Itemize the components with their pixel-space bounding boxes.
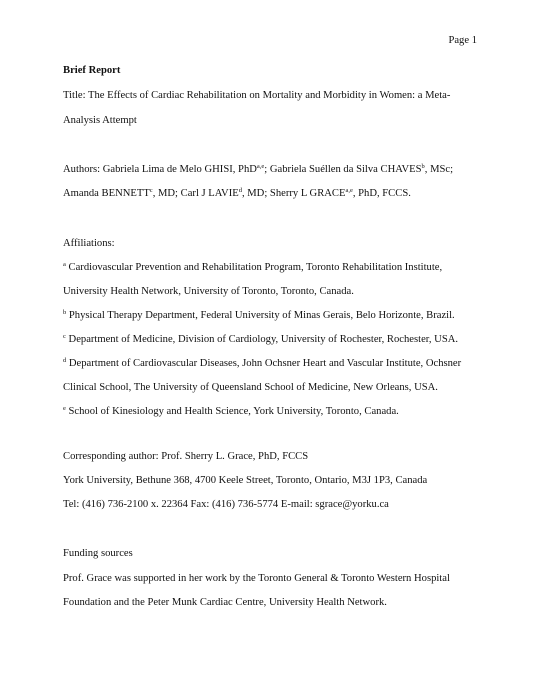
affiliation-b xyxy=(63,311,455,322)
authors-line-2 xyxy=(63,189,411,200)
affiliation-text: Department of Cardiovascular Diseases, John Ochsner Heart and Vascular Institute, Ochsner xyxy=(66,358,462,369)
affiliation-superscript: b xyxy=(421,163,425,170)
title-line-2: Analysis Attempt xyxy=(63,115,137,126)
funding-line-1: Prof. Grace was supported in her work by the Toronto General & Toronto Western Hospital xyxy=(63,573,450,584)
authors-text: , MD; Sherry L GRACE xyxy=(241,188,346,199)
funding-line-2: Foundation and the Peter Munk Cardiac Centre, University Health Network. xyxy=(63,597,387,608)
affiliation-superscript: a,e xyxy=(345,187,353,194)
affiliation-mark: d xyxy=(63,357,67,364)
affiliations-heading: Affiliations: xyxy=(63,238,115,249)
authors-text: Amanda BENNETT xyxy=(63,188,150,199)
affiliation-superscript: d xyxy=(238,187,242,194)
authors-text: , MD; Carl J LAVIE xyxy=(152,188,239,199)
affiliation-superscript: a,e xyxy=(256,163,265,170)
affiliation-text: Physical Therapy Department, Federal University of Minas Gerais, Belo Horizonte, Brazil. xyxy=(66,310,455,321)
report-type: Brief Report xyxy=(63,65,121,76)
page-number: Page 1 xyxy=(448,35,477,46)
funding-heading: Funding sources xyxy=(63,548,133,559)
authors-text: Authors: Gabriela Lima de Melo GHISI, PhD xyxy=(63,164,257,175)
affiliation-e xyxy=(63,407,399,418)
title-line-1: Title: The Effects of Cardiac Rehabilitation on Mortality and Morbidity in Women: a Meta- xyxy=(63,90,451,101)
authors-text: ; Gabriela Suéllen da Silva CHAVES xyxy=(264,164,422,175)
affiliation-text: Cardiovascular Prevention and Rehabilitation Program, Toronto Rehabilitation Institute, xyxy=(65,262,443,273)
affiliation-mark: a xyxy=(63,261,66,268)
affiliation-mark: e xyxy=(63,405,66,412)
affiliation-d-line-2: Clinical School, The University of Queensland School of Medicine, New Orleans, USA. xyxy=(63,382,438,393)
authors-text: , MSc; xyxy=(424,164,454,175)
affiliation-a-line-1 xyxy=(63,263,442,274)
affiliation-a-line-2: University Health Network, University of Toronto, Toronto, Canada. xyxy=(63,286,354,297)
corresponding-contact: Tel: (416) 736-2100 x. 22364 Fax: (416) 736-5774 E-mail: sgrace@yorku.ca xyxy=(63,499,389,510)
authors-text: , PhD, FCCS. xyxy=(352,188,411,199)
affiliation-text: Department of Medicine, Division of Cardiology, University of Rochester, Rochester, USA. xyxy=(65,334,459,345)
affiliation-c xyxy=(63,335,458,346)
affiliation-text: School of Kinesiology and Health Science, York University, Toronto, Canada. xyxy=(65,406,399,417)
corresponding-author: Corresponding author: Prof. Sherry L. Grace, PhD, FCCS xyxy=(63,451,309,462)
affiliation-mark: b xyxy=(63,309,67,316)
authors-line-1 xyxy=(63,165,453,176)
affiliation-superscript: c xyxy=(149,187,153,194)
affiliation-d-line-1 xyxy=(63,359,461,370)
corresponding-address: York University, Bethune 368, 4700 Keele Street, Toronto, Ontario, M3J 1P3, Canada xyxy=(63,475,428,486)
affiliation-mark: c xyxy=(63,333,66,340)
